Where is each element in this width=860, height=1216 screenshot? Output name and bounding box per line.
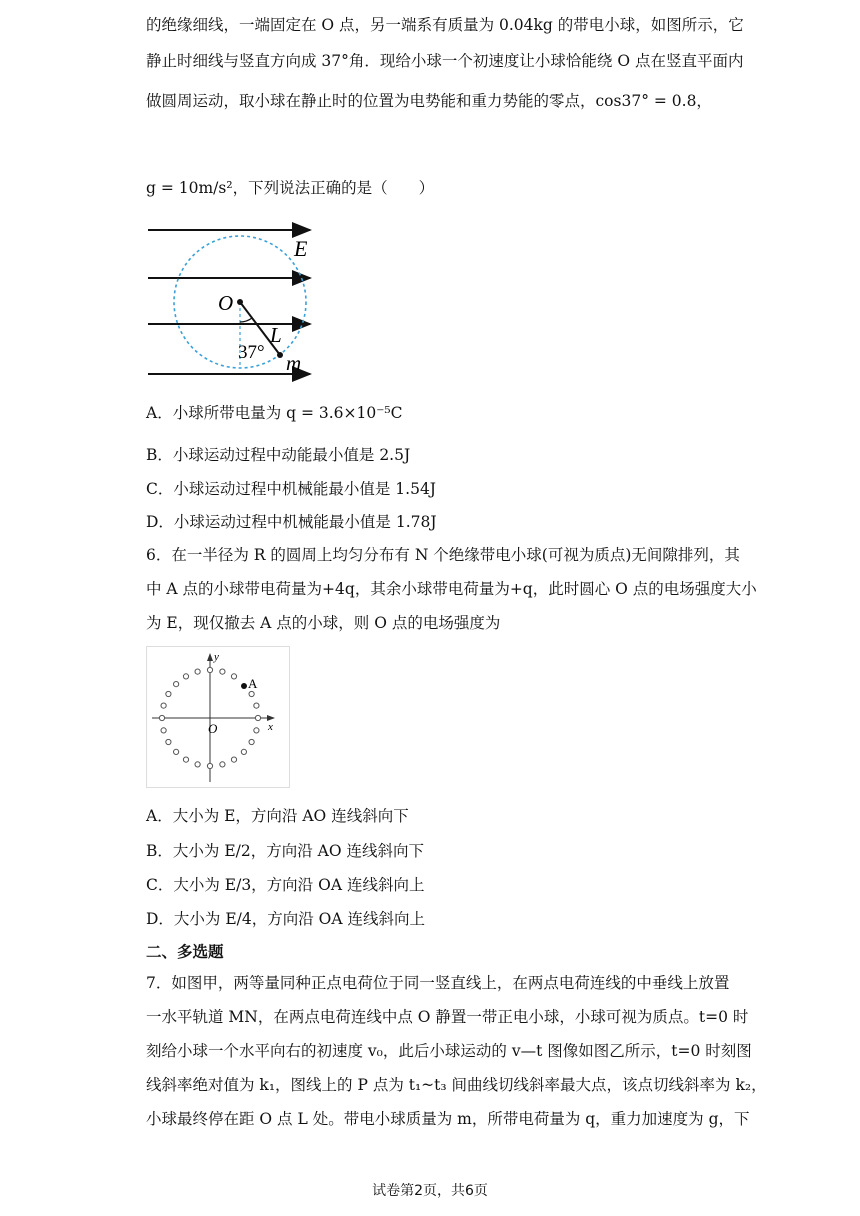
q6-text-line-1: 6．在一半径为 R 的圆周上均匀分布有 N 个绝缘带电小球(可视为质点)无间隙排列，其 xyxy=(146,546,740,564)
label-m: m xyxy=(286,351,302,375)
pivot-point xyxy=(237,299,243,305)
ring-charge xyxy=(166,691,171,696)
ring-charge xyxy=(174,749,179,754)
q6-ring-figure xyxy=(146,646,290,788)
q6-option-d: D．大小为 E/4，方向沿 OA 连线斜向上 xyxy=(146,910,426,928)
q5-field-figure xyxy=(146,216,316,382)
q6-text-line-2: 中 A 点的小球带电荷量为+4q，其余小球带电荷量为+q，此时圆心 O 点的电场强度大小 xyxy=(146,580,757,598)
ring-charge xyxy=(231,674,236,679)
ring-charge xyxy=(161,728,166,733)
ring-charge xyxy=(195,669,200,674)
ring-charge xyxy=(207,763,212,768)
ring-charge xyxy=(220,762,225,767)
charge-A-point xyxy=(241,683,247,689)
q5-option-a: A．小球所带电量为 q = 3.6×10⁻⁵C xyxy=(146,404,403,422)
q5-text-line-2: 静止时细线与竖直方向成 37°角．现给小球一个初速度让小球恰能绕 O 点在竖直平面内 xyxy=(146,52,744,70)
section-header-multi-choice: 二、多选题 xyxy=(146,943,224,961)
q5-text-line-3: 做圆周运动，取小球在静止时的位置为电势能和重力势能的零点，cos37° = 0.8， xyxy=(146,92,712,110)
angle-arc xyxy=(240,318,252,322)
ring-charge xyxy=(231,757,236,762)
q6-option-a: A．大小为 E，方向沿 AO 连线斜向下 xyxy=(146,807,409,825)
label-A: A xyxy=(248,676,258,691)
ring-charge xyxy=(249,739,254,744)
ring-charge xyxy=(241,749,246,754)
q7-text-line-2: 一水平轨道 MN，在两点电荷连线中点 O 静置一带正电小球，小球可视为质点。t=0 时 xyxy=(146,1008,749,1026)
q7-text-line-3: 刻给小球一个水平向右的初速度 v₀，此后小球运动的 v—t 图像如图乙所示，t=0 时刻图 xyxy=(146,1042,752,1060)
label-x: x xyxy=(268,721,273,733)
label-E: E xyxy=(294,236,308,261)
q5-option-c: C．小球运动过程中机械能最小值是 1.54J xyxy=(146,480,437,498)
ring-charge xyxy=(255,715,260,720)
q7-text-line-5: 小球最终停在距 O 点 L 处。带电小球质量为 m，所带电荷量为 q，重力加速度为 g，下 xyxy=(146,1110,750,1128)
q6-text-line-3: 为 E，现仅撤去 A 点的小球，则 O 点的电场强度为 xyxy=(146,614,501,632)
page-footer: 试卷第2页，共6页 xyxy=(372,1183,488,1199)
ring-charge xyxy=(174,682,179,687)
label-O: O xyxy=(208,721,218,736)
q6-option-b: B．大小为 E/2，方向沿 AO 连线斜向下 xyxy=(146,842,424,860)
q5-option-b: B．小球运动过程中动能最小值是 2.5J xyxy=(146,446,411,464)
q5-text-line-1: 的绝缘细线，一端固定在 O 点，另一端系有质量为 0.04kg 的带电小球，如图所示，它 xyxy=(146,16,744,34)
ring-charge xyxy=(254,728,259,733)
q6-option-c: C．大小为 E/3，方向沿 OA 连线斜向上 xyxy=(146,876,425,894)
label-angle: 37° xyxy=(238,342,265,363)
q5-option-d: D．小球运动过程中机械能最小值是 1.78J xyxy=(146,513,437,531)
label-O: O xyxy=(218,291,234,315)
ring-charge xyxy=(183,757,188,762)
ring-charge xyxy=(161,703,166,708)
ring-charge xyxy=(220,669,225,674)
q5-text-line-4: g = 10m/s²，下列说法正确的是（ ） xyxy=(146,179,435,197)
q7-text-line-1: 7．如图甲，两等量同种正点电荷位于同一竖直线上，在两点电荷连线的中垂线上放置 xyxy=(146,974,730,992)
ring-charge xyxy=(249,691,254,696)
label-L: L xyxy=(270,323,282,347)
ball-point xyxy=(277,352,283,358)
ring-charge xyxy=(195,762,200,767)
ring-charge xyxy=(166,739,171,744)
ring-charge xyxy=(207,667,212,672)
ring-charge xyxy=(159,715,164,720)
label-y: y xyxy=(214,651,219,663)
q7-text-line-4: 线斜率绝对值为 k₁，图线上的 P 点为 t₁~t₃ 间曲线切线斜率最大点，该点切线斜率为 k₂， xyxy=(146,1076,767,1094)
ring-charge xyxy=(254,703,259,708)
ring-charge xyxy=(183,674,188,679)
